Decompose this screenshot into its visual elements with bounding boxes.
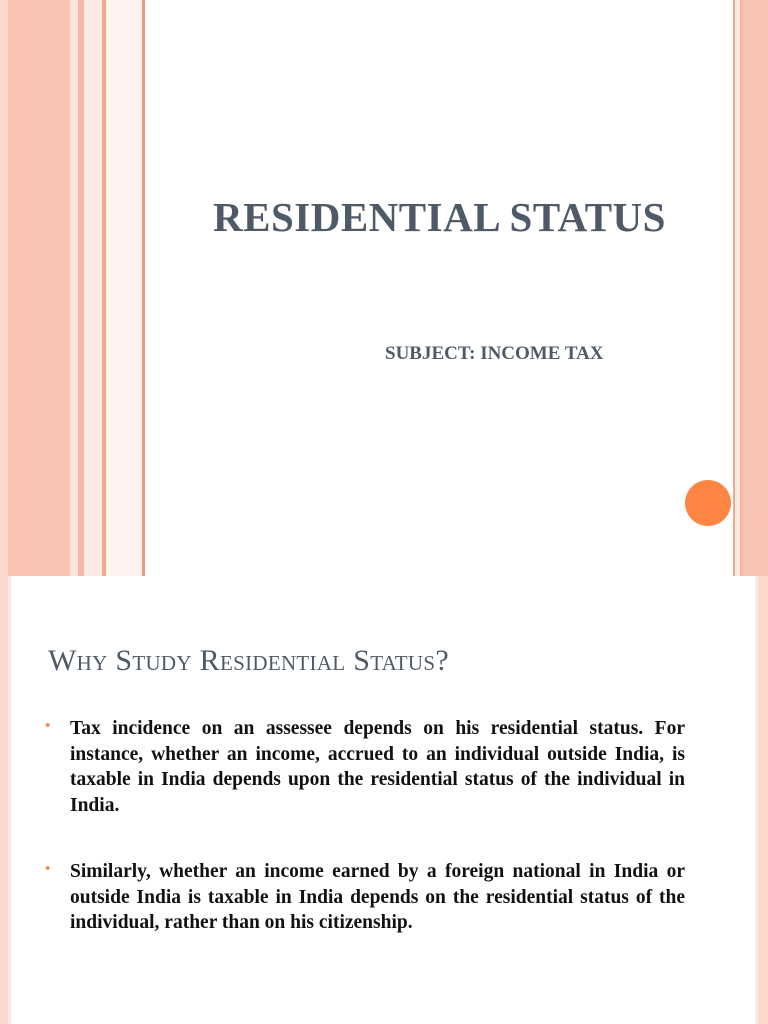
slide-title: RESIDENTIAL STATUS xyxy=(213,194,666,240)
left-stripe xyxy=(70,0,78,576)
left-stripe xyxy=(0,0,8,576)
right-stripe xyxy=(743,0,768,576)
bullet-item xyxy=(45,716,685,818)
left-stripe xyxy=(106,0,142,576)
right-stripe xyxy=(758,576,768,1024)
bullet-list xyxy=(45,716,685,977)
bullet-dot-icon: • xyxy=(45,861,51,877)
content-slide xyxy=(0,576,768,1024)
left-stripe xyxy=(8,0,70,576)
bullet-text: Similarly, whether an income earned by a foreign national in India or outside India is taxable in India depends on the residential status of the individual, rather than on his citizenship. xyxy=(70,861,685,933)
orange-circle-decoration xyxy=(685,480,731,526)
slide-subtitle: SUBJECT: INCOME TAX xyxy=(385,343,604,364)
slide-heading: Why Study Residential Status? xyxy=(48,644,449,677)
bullet-item xyxy=(45,859,685,936)
bullet-dot-icon: • xyxy=(45,718,51,734)
left-stripe xyxy=(142,0,145,576)
bullet-text: Tax incidence on an assessee depends on his residential status. For instance, whether an income, accrued to an individual outside India, is taxable in India depends upon the residential status of the individual in India. xyxy=(70,718,685,816)
left-stripe xyxy=(84,0,102,576)
left-stripe xyxy=(0,576,8,1024)
left-stripe xyxy=(8,576,11,1024)
